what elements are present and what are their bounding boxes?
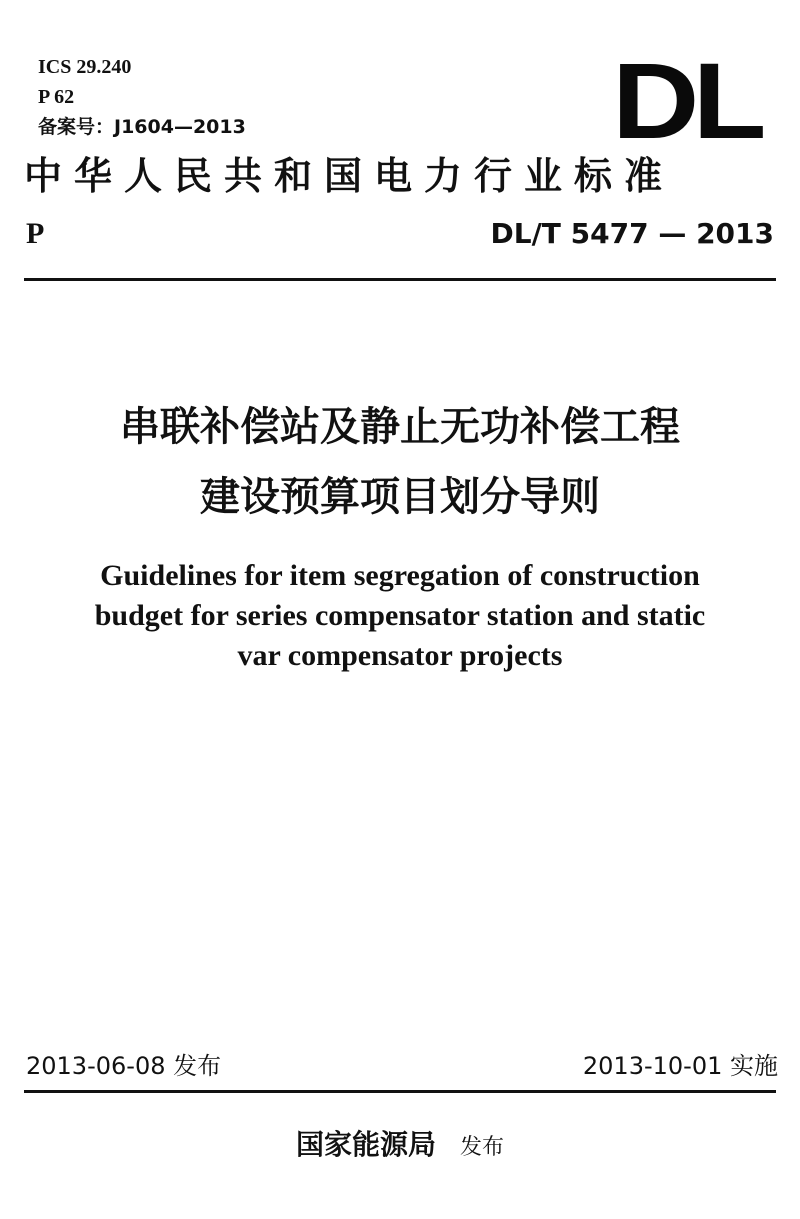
ics-code: ICS 29.240 <box>38 56 132 78</box>
publisher-action: 发布 <box>460 1135 505 1160</box>
title-chinese-line-2: 建设预算项目划分导则 <box>200 474 600 520</box>
publisher-org: 国家能源局 <box>295 1130 436 1161</box>
issue-date: 2013-06-08 发布 <box>26 1052 222 1080</box>
standard-type-heading: 中华人民共和国电力行业标准 <box>24 156 675 198</box>
title-chinese <box>0 392 800 532</box>
dl-logo: DL <box>612 60 760 142</box>
standard-number: DL/T 5477 — 2013 <box>490 217 774 250</box>
category-code: P 62 <box>38 86 75 108</box>
title-english <box>0 556 800 676</box>
top-divider <box>24 278 776 281</box>
title-english-line-3: var compensator projects <box>237 639 563 672</box>
standard-class-letter: P <box>26 217 45 250</box>
bottom-divider <box>24 1090 776 1093</box>
effective-date: 2013-10-01 实施 <box>582 1052 778 1080</box>
metadata-block <box>38 52 246 142</box>
title-english-line-1: Guidelines for item segregation of construction <box>100 559 700 592</box>
publisher-line <box>0 1124 800 1170</box>
title-chinese-line-1: 串联补偿站及静止无功补偿工程 <box>120 404 680 450</box>
title-english-line-2: budget for series compensator station and static <box>94 599 706 632</box>
filing-number: 备案号：J1604—2013 <box>38 116 246 138</box>
